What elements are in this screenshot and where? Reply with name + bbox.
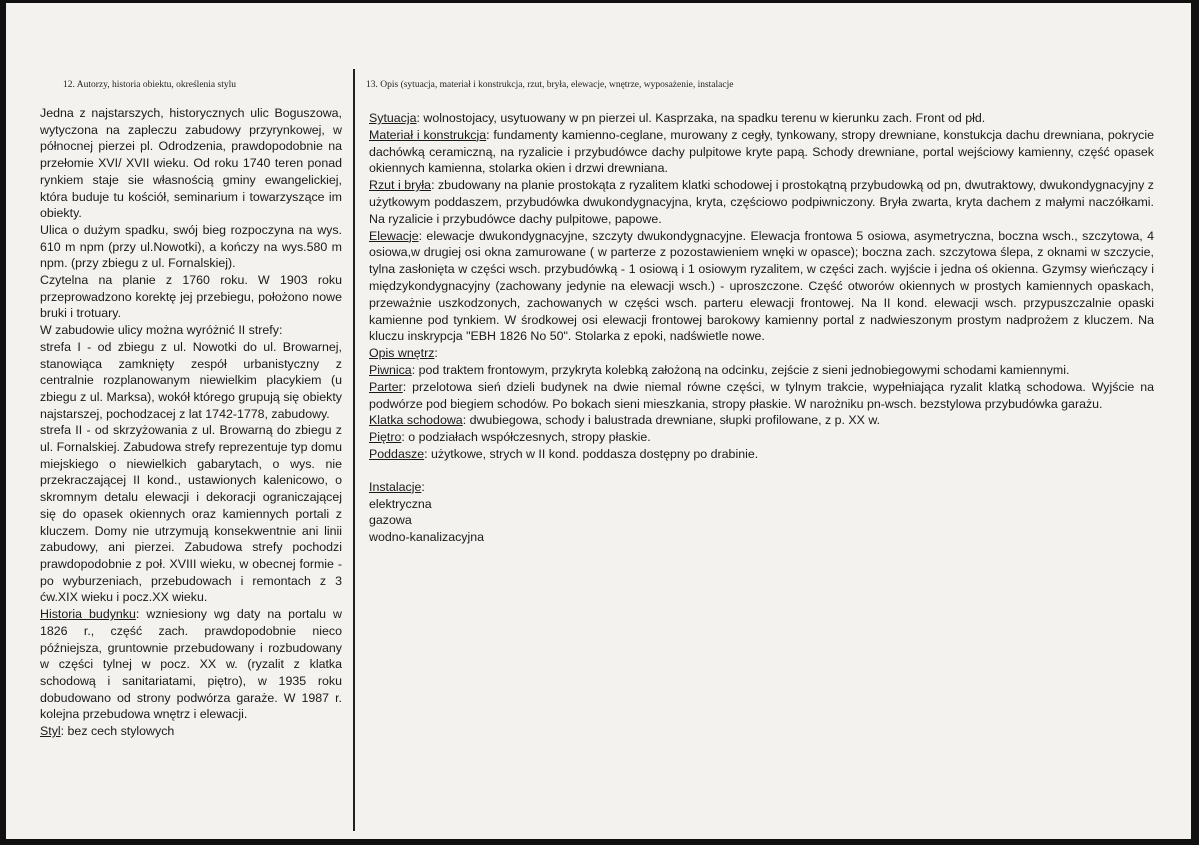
installation-item: elektryczna: [369, 496, 432, 511]
building-history-label: Historia budynku: [40, 607, 136, 622]
entry-label: Poddasze: [369, 446, 425, 461]
entry-label: Piętro: [369, 430, 402, 445]
description-entry: [369, 228, 1154, 346]
style-line: [40, 723, 342, 740]
installations-heading: [369, 479, 1154, 496]
section-13-heading: 13. Opis (sytuacja, materiał i konstrukcja, rzut, bryła, elewacje, wnętrze, wyposażenie, instalacje: [366, 80, 734, 90]
entry-text: : przelotowa sień dzieli budynek na dwie niemal równe części, w tylnym trakcie, wypełniająca ryzalit klatką schodowa. Wyjście na podwórze pod biegiem schodów. Po bokach sieni mieszkania, stropy płaskie. W narożniku pn-wsch. bezstylowa przybudówka garażu.: [369, 379, 1154, 411]
style-label: Styl: [40, 724, 61, 739]
entry-text: : o podziałach współczesnych, stropy płaskie.: [401, 430, 651, 445]
section-12-heading: 12. Autorzy, historia obiektu, określenia stylu: [63, 80, 236, 90]
history-paragraph: W zabudowie ulicy można wyróżnić II strefy:: [40, 323, 283, 338]
description-entry: [369, 379, 1154, 413]
entry-text: :: [434, 346, 438, 361]
history-paragraph: Czytelna na planie z 1760 roku. W 1903 roku przeprowadzono korektę jej przebiegu, położono nowe bruki i trotuary.: [40, 273, 342, 321]
installations-colon: :: [421, 479, 425, 494]
entry-text: : zbudowany na planie prostokąta z ryzalitem klatki schodowej i prostokątną przybudowką od pn, dwutraktowy, dwukondygnacyjny z użytkowym poddaszem, przybudówka dwukondygnacyjna, kryta, częściowo podpiwniczony. Bryła zwarta, kryta dachem z małymi naczółkami. Na ryzalicie i przybudówce dachy pulpitowe, papowe.: [369, 178, 1154, 226]
description-entry: [369, 362, 1154, 379]
description-entry: [369, 429, 1154, 446]
description-entry: [369, 446, 1154, 463]
entry-text: : wolnostojacy, usytuowany w pn pierzei ul. Kasprzaka, na spadku terenu w kierunku zach. Front od płd.: [416, 111, 986, 125]
entry-label: Rzut i bryła: [369, 178, 432, 193]
entry-label: Elewacje: [369, 228, 419, 243]
entry-text: : elewacje dwukondygnacyjne, szczyty dwukondygnacyjne. Elewacja frontowa 5 osiowa, asymetryczna, boczna wsch., szczytowa, 4 osiowa,w drugiej osi okna zamurowane ( w parterze z pozostawieniem wnęki w opasce); boczna zach. szczytowa ślepa, z oknami w szczycie, tylna zasłonięta w części wsch. przybudówką - 1 osiową i 1 osiowym ryzalitem, w części zach. wyjście i jedna oś okienna. Gzymsy wieńczący i międzykondygnacyjny (zachowany jedynie na elewacji wsch.) - uproszczone. Część otworów okiennych w prostych kamiennych opaskach, przeważnie uszkodzonych, zachowanych w części wsch. parteru elewacji frontowej. Na II kond. elewacji wsch. przypuszczalnie opaski kamienne pod tynkiem. W środkowej osi elewacji frontowej barokowy kamienny portal z nadwieszonym prostym nadprożem z kluczem. Na kluczu inskrypcja "EBH 1826 No 50". Stolarka z epoki, nadświetle nowe.: [369, 228, 1154, 344]
entry-label: Parter: [369, 379, 403, 394]
entry-label: Opis wnętrz: [369, 346, 435, 361]
installations-label: Instalacje: [369, 479, 422, 494]
entry-text: : dwubiegowa, schody i balustrada drewniane, słupki profilowane, z p. XX w.: [462, 413, 881, 428]
entry-label: Sytuacja: [369, 111, 417, 125]
installation-item: gazowa: [369, 513, 412, 528]
history-column: [40, 105, 342, 740]
history-paragraph: strefa II - od skrzyżowania z ul. Browarną do zbiegu z ul. Fornalskiej. Zabudowa strefy reprezentuje typ domu miejskiego o niewielkich gabarytach, o wys. nie przekraczającej II kond., ustawionych kalenicowo, o skromnym detalu elewacji i dekoracji ograniczającej się do opasek okiennych oraz kamiennych portali z kluczem. Domy nie utrzymują konsekwentnie ani linii zabudowy, ani pierzei. Zabudowa strefy pochodzi prawdopodobnie z poł. XVIII wieku, w obecnej formie - po wyburzeniach, przebudowach i remontach z 3 ćw.XIX wieku i pocz.XX wieku.: [40, 423, 342, 605]
history-paragraph: strefa I - od zbiegu z ul. Nowotki do ul. Browarnej, stanowiąca zamknięty zespół urbanistyczny z centralnie rozplanowanym niewielkim placykiem (u zbiegu z ul. Marksa), wokół którego grupują się obiekty najstarszej, pochodzacej z lat 1742-1778, zabudowy.: [40, 339, 342, 421]
spacer: [369, 463, 1154, 479]
entry-label: Piwnica: [369, 362, 412, 377]
description-column: [369, 110, 1154, 546]
description-entry: [369, 412, 1154, 429]
description-entry: [369, 345, 1154, 362]
description-entry: [369, 177, 1154, 227]
installation-item: wodno-kanalizacyjna: [369, 530, 485, 545]
entry-text: : użytkowe, strych w II kond. poddasza dostępny po drabinie.: [424, 446, 759, 461]
description-entry: [369, 127, 1154, 177]
history-paragraph: Ulica o dużym spadku, swój bieg rozpoczyna na wys. 610 m npm (przy ul.Nowotki), a kończy na wys.580 m npm. (przy zbiegu z ul. Fornalskiej).: [40, 222, 342, 271]
style-text: : bez cech stylowych: [60, 724, 175, 739]
column-divider: [353, 69, 355, 831]
history-paragraph: Jedna z najstarszych, historycznych ulic Boguszowa, wytyczona na zapleczu zabudowy przyrynkowej, w północnej pierzei pl. Odrodzenia, prawdopodobnie na przełomie XVI/ XVII wieku. Od roku 1740 teren ponad rynkiem staje sie własnością gminy ewangelickiej, która buduje tu kościół, seminarium i towarzyszące im obiekty.: [40, 106, 342, 221]
entry-label: Klatka schodowa: [369, 413, 463, 428]
entry-text: : pod traktem frontowym, przykryta kolebką założoną na odcinku, zejście z sieni jednobiegowymi schodami kamiennymi.: [411, 362, 1070, 377]
building-history: [40, 606, 342, 723]
building-history-text: : wzniesiony wg daty na portalu w 1826 r., część zach. prawdopodobnie nieco późniejsza, gruntownie przebudowany i rozbudowany w części tylnej w pocz. XX w. (ryzalit z klatka schodową i sanitariatami, piętro), w 1935 roku dobudowano od strony podwórza garaże. W 1987 r. kolejna przebudowa wnętrz i elewacji.: [40, 607, 343, 722]
entry-label: Materiał i konstrukcja: [369, 127, 487, 142]
document-sheet: [6, 3, 1191, 839]
entry-text: : fundamenty kamienno-ceglane, murowany z cegły, tynkowany, stropy drewniane, konstukcja dachu drewniana, pokrycie dachówką ceramiczną, na ryzalicie i przybudówce dachy pulpitowe kryte papą. Schody drewniane, portal wejściowy kamienny, część opasek okiennych kamienna, stolarka okien i drzwi drewniana.: [369, 127, 1154, 176]
description-entry: [369, 110, 1154, 127]
